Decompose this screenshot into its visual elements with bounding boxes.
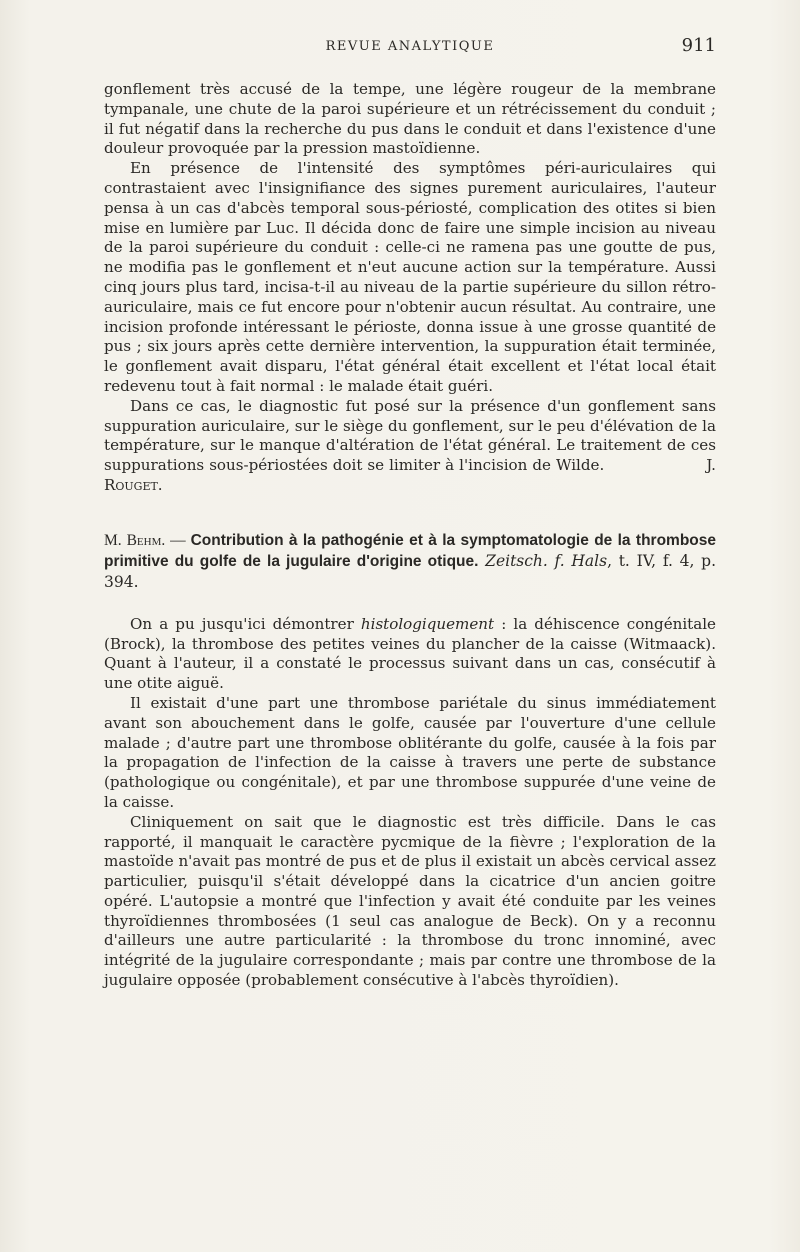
running-head: REVUE ANALYTIQUE — [325, 39, 495, 54]
author-name: M. Behm. — [104, 531, 166, 549]
paragraph-text: Dans ce cas, le diagnostic fut posé sur la présence d'un gonflement sans suppuration auriculaire, sur le siège du gonflement, sur le peu d'élévation de la température, sur le manque d'altération de l'état général. Le traitement de ces suppurations sous-périostées doit se limiter à l'incision de Wilde. — [104, 396, 716, 475]
page-number: 911 — [681, 35, 716, 56]
paragraph — [104, 615, 716, 694]
article-behm — [104, 615, 716, 991]
paragraph: Il existait d'une part une thrombose pariétale du sinus immédiatement avant son abouchement dans le golfe, causée par l'ouverture d'une cellule malade ; d'autre part une thrombose oblitérante du golfe, causée à la fois par la propagation de l'infection de la caisse à travers une perte de substance (pathologique ou congénitale), et par une thrombose suppurée d'une veine de la caisse. — [104, 693, 716, 811]
paragraph-text: : la déhiscence congénitale (Brock), la thrombose des petites veines du plancher de la caisse (Witmaack). Quant à l'auteur, il a constaté le processus suivant dans un cas, consécutif à une otite aiguë. — [104, 614, 716, 693]
author-signature: J. Rouget. — [104, 456, 716, 494]
paragraph: En présence de l'intensité des symptômes péri-auriculaires qui contrastaient avec l'insignifiance des signes purement auriculaires, l'auteur pensa à un cas d'abcès temporal sous-périosté, complication des otites si bien mise en lumière par Luc. Il décida donc de faire une simple incision au niveau de la paroi supérieure du conduit : celle-ci ne ramena pas une goutte de pus, ne modifia pas le gonflement et n'eut aucune action sur la température. Aussi cinq jours plus tard, incisa-t-il au niveau de la partie supérieure du sillon rétro-auriculaire, mais ce fut encore pour n'obtenir aucun résultat. Au contraire, une incision profonde intéressant le périoste, donna issue à une grosse quantité de pus ; six jours après cette dernière intervention, la suppuration était terminée, le gonflement avait disparu, l'état général était excellent et l'état local était redevenu tout à fait normal : le malade était guéri. — [104, 159, 716, 395]
article-heading — [104, 530, 716, 593]
article-title: Contribution à la pathogénie et à la symptomatologie de la thrombose primitive du golfe de la jugulaire d'origine otique. — [104, 531, 716, 570]
page-body — [104, 80, 716, 991]
review-author — [104, 532, 191, 549]
page-header — [104, 36, 716, 60]
journal-name: Zeitsch. f. Hals — [485, 551, 608, 570]
paragraph: gonflement très accusé de la tempe, une légère rougeur de la membrane tympanale, une chute de la paroi supérieure et un rétrécissement du conduit ; il fut négatif dans la recherche du pus dans le conduit et dans l'existence d'une douleur provoquée par la pression mastoïdienne. — [104, 80, 716, 158]
article-rouget — [104, 80, 716, 496]
paragraph — [104, 397, 716, 496]
emphasis: histologiquement — [360, 614, 495, 633]
paragraph: Cliniquement on sait que le diagnostic est très difficile. Dans le cas rapporté, il manquait le caractère pycmique de la fièvre ; l'exploration de la mastoïde n'avait pas montré de pus et de plus il existait un abcès cervical assez particulier, puisqu'il s'était développé dans la cicatrice d'un ancien goitre opéré. L'autopsie a montré que l'infection y avait été conduite par les veines thyroïdiennes thrombosées (1 seul cas analogue de Beck). On y a reconnu d'ailleurs une autre particularité : la thrombose du tronc innominé, avec intégrité de la jugulaire correspondante ; mais par contre une thrombose de la jugulaire opposée (probablement consécutive à l'abcès thyroïdien). — [104, 812, 716, 990]
em-dash: — — [165, 531, 191, 549]
journal-reference: , t. IV, f. 4, p. 394. — [104, 551, 716, 591]
paragraph-text: On a pu jusqu'ici démontrer — [130, 614, 361, 633]
